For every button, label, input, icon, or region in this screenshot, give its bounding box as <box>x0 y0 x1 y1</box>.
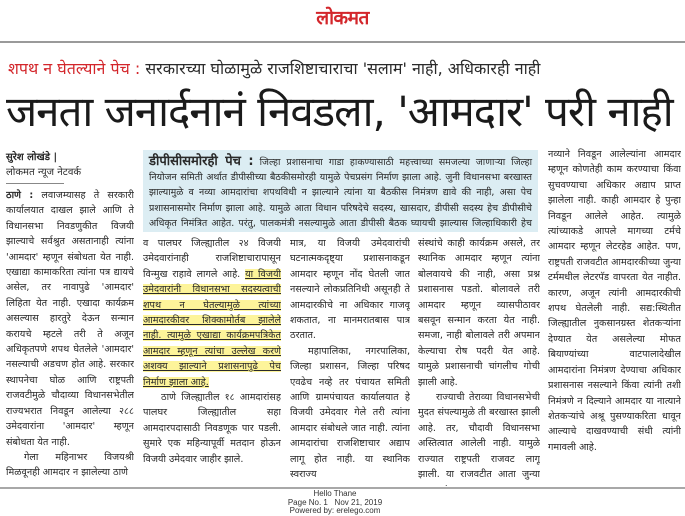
byline-divider <box>6 183 64 184</box>
paragraph: नव्याने निवडून आलेल्यांना आमदार म्हणून कोणतेही काम करण्याचा किंवा सुचवण्याचा अधिकार अद्याप प्राप्त झालेला नाही. काही आमदार हे पुन्हा निवडून आलेले आहेत. त्यामुळे त्यांच्याकडे आपले मागच्या टर्मचे आमदार म्हणून लेटरहेड आहेत. पण, राष्ट्रपती राजवटीत आमदारकीच्या जुन्या टर्ममधील लेटरपॅड वापरता येत नाहीत. कारण, अजून त्यांनी आमदारकीची शपथ घेतलेली नाही. सद्य:स्थितीत जिल्ह्यातील नुकसानग्रस्त शेतकऱ्यांना देण्यात येत असलेल्या मोफत बियाण्यांच्या वाटपालादेखील आमदारांना निमंत्रण देण्याचा अधिकार प्रशासनास नसल्याने किंवा त्यांनी तशी निमंत्रणे न दिल्याने आमदार या नात्याने शेतकऱ्यांचे अश्रू पुसण्याकरिता धावून आल्याचे दाखवण्याची संधी त्यांनी गमावली आहे. <box>548 149 681 453</box>
paragraph: गेला महिनाभर विजयश्री मिळवूनही आमदार न झालेल्या ठाणे <box>6 451 134 479</box>
publish-date: Nov 21, 2019 <box>334 497 383 507</box>
kicker-label: शपथ न घेतल्याने पेच : <box>8 59 141 78</box>
dateline: ठाणे : <box>6 190 34 201</box>
page-number: Page No. 1 <box>287 497 328 507</box>
powered-by: Powered by: erelego.com <box>289 506 381 515</box>
column-5 <box>548 147 681 486</box>
box-lead: डीपीसीसमोरही पेच : <box>149 154 254 169</box>
box-text: जिल्हा प्रशासनाचा गाडा हाकण्यासाठी महत्त्वाच्या समजल्या जाणाऱ्या जिल्हा नियोजन समिती अर्थात डीपीसीच्या बैठकीसमोरही यामुळे पेचप्रसंग निर्माण झाला आहे. जुनी विधानसभा बरखास्त झाल्यामुळे व नव्या आमदारांचा शपथविधी न झाल्याने त्यांना या बैठकीस निमंत्रण द्यावे की नाही, असा पेच प्रशासनासमोर निर्माण झाला आहे. यामुळे आता विधान परिषदेचे सदस्य, खासदार, डीपीसी सदस्य हेच डीपीसीचे अधिकृत निमंत्रित आहेत. परंतु, पालकमंत्री नसल्यामुळे आता डीपीसी बैठक घ्यायची झाल्यास जिल्हाधिकारी हेच <box>149 157 533 229</box>
headline: जनता जनार्दनानं निवडला, 'आमदार' परी नाही <box>6 87 673 136</box>
column-1 <box>6 188 134 486</box>
newspaper-logo: लोकमत <box>316 7 369 29</box>
column-4 <box>418 236 540 486</box>
column-2 <box>143 236 281 486</box>
sidebar-box <box>143 150 538 232</box>
column-3 <box>290 236 410 486</box>
kicker-line <box>8 57 683 79</box>
paragraph: महापालिका, नगरपालिका, जिल्हा प्रशासन, जिल्हा परिषद एवढेच नव्हे तर पंचायत समिती आणि ग्रामपंचायत कार्यालयात हे विजयी उमेदवार गेले तरी त्यांना आमदार संबोधले जात नाही. त्यांना आमदारांचा राजशिष्टाचार अद्याप लागू होत नाही. या स्थानिक स्वराज्य <box>290 345 410 481</box>
paragraph: मात्र, या विजयी उमेदवारांची घटनात्मकदृष्ट्या प्रशासनाकडून आमदार म्हणून नोंद घेतली जात नसल्याने लोकप्रतिनिधी असूनही ते आमदारकीचे ना अधिकार गाजवू शकतात, ना मानमरातबास पात्र ठरतात. <box>290 238 410 342</box>
paragraph: संस्थांचे काही कार्यक्रम असले, तर स्थानिक आमदार म्हणून त्यांना बोलवायचे की नाही, असा प्रश्न प्रशासनास पडतो. बोलावले तरी आमदार म्हणून व्यासपीठावर बसवून सन्मान करता येत नाही. समजा, नाही बोलावले तरी अपमान केल्याचा रोष पदरी येत आहे. यामुळे प्रशासनाची चांगलीच गोची झाली आहे. <box>418 238 540 388</box>
kicker-text: सरकारच्या घोळामुळे राजशिष्टाचाराचा 'सलाम' नाही, अधिकारही नाही <box>140 59 541 78</box>
author: सुरेश लोखंडे | <box>6 152 58 163</box>
byline <box>6 150 96 180</box>
footer <box>235 490 435 516</box>
highlighted-text: या विजयी उमेदवारांनी विधानसभा सदस्यत्वाची शपथ न घेतल्यामुळे त्यांच्या आमदारकीवर शिक्कामोर्तब झालेले नाही. त्यामुळे एखाद्या कार्यक्रमपत्रिकेत आमदार म्हणून त्यांचा उल्लेख करणे अशक्य झाल्याने प्रशासनापुढे पेच निर्माण झाला आहे. <box>143 268 281 388</box>
top-divider <box>0 41 685 43</box>
paragraph: ठाणे जिल्ह्यातील १८ आमदारांसह पालघर जिल्ह्यातील सहा आमदारपदासाठी निवडणूक पार पडली. सुमारे एक महिन्यापूर्वी मतदान होऊन विजयी उमेदवार जाहीर झाले. <box>143 392 281 465</box>
agency: लोकमत न्यूज नेटवर्क <box>6 167 82 178</box>
paragraph: राज्याची तेराव्या विधानसभेची मुदत संपल्यामुळे ती बरखास्त झाली आहे. तर, चौदावी विधानसभा अस्तित्वात आलेली नाही. यामुळे राज्यात राष्ट्रपती राजवट लागू झाली. या राजवटीत आता जुन्या <box>418 392 540 481</box>
edition-name: Hello Thane <box>313 489 357 498</box>
paragraph: लवाजम्यासह ते सरकारी कार्यालयात दाखल झाले आणि ते विधानसभा निवडणुकीत विजयी झाल्याचे सर्वश्रुत असतानाही त्यांना 'आमदार' म्हणून संबोधता येत नाही. एखाद्या कामाकरिता त्यांना पत्र द्यायचे असेल, तर नावापुढे 'आमदार' लिहिता येत नाही. एखादा कार्यक्रम असल्यास हारतुरे देऊन सन्मान करायचे म्हटले तरी ते अजून अधिकृतपणे शपथ घेतलेले 'आमदार' नसल्याची अडचण होत आहे. सरकार स्थापनेचा घोळ आणि राष्ट्रपती राजवटीमुळे चौदाव्या विधानसभेतील राज्यभरात निवडून आलेल्या २८८ उमेदवारांना 'आमदार' म्हणून संबोधता येत नाही. <box>6 190 134 448</box>
paragraph: व पालघर जिल्ह्यातील २४ विजयी उमेदवारांनाही राजशिष्टाचारापासून विन्मुख राहावे लागले आहे. <box>143 238 281 280</box>
